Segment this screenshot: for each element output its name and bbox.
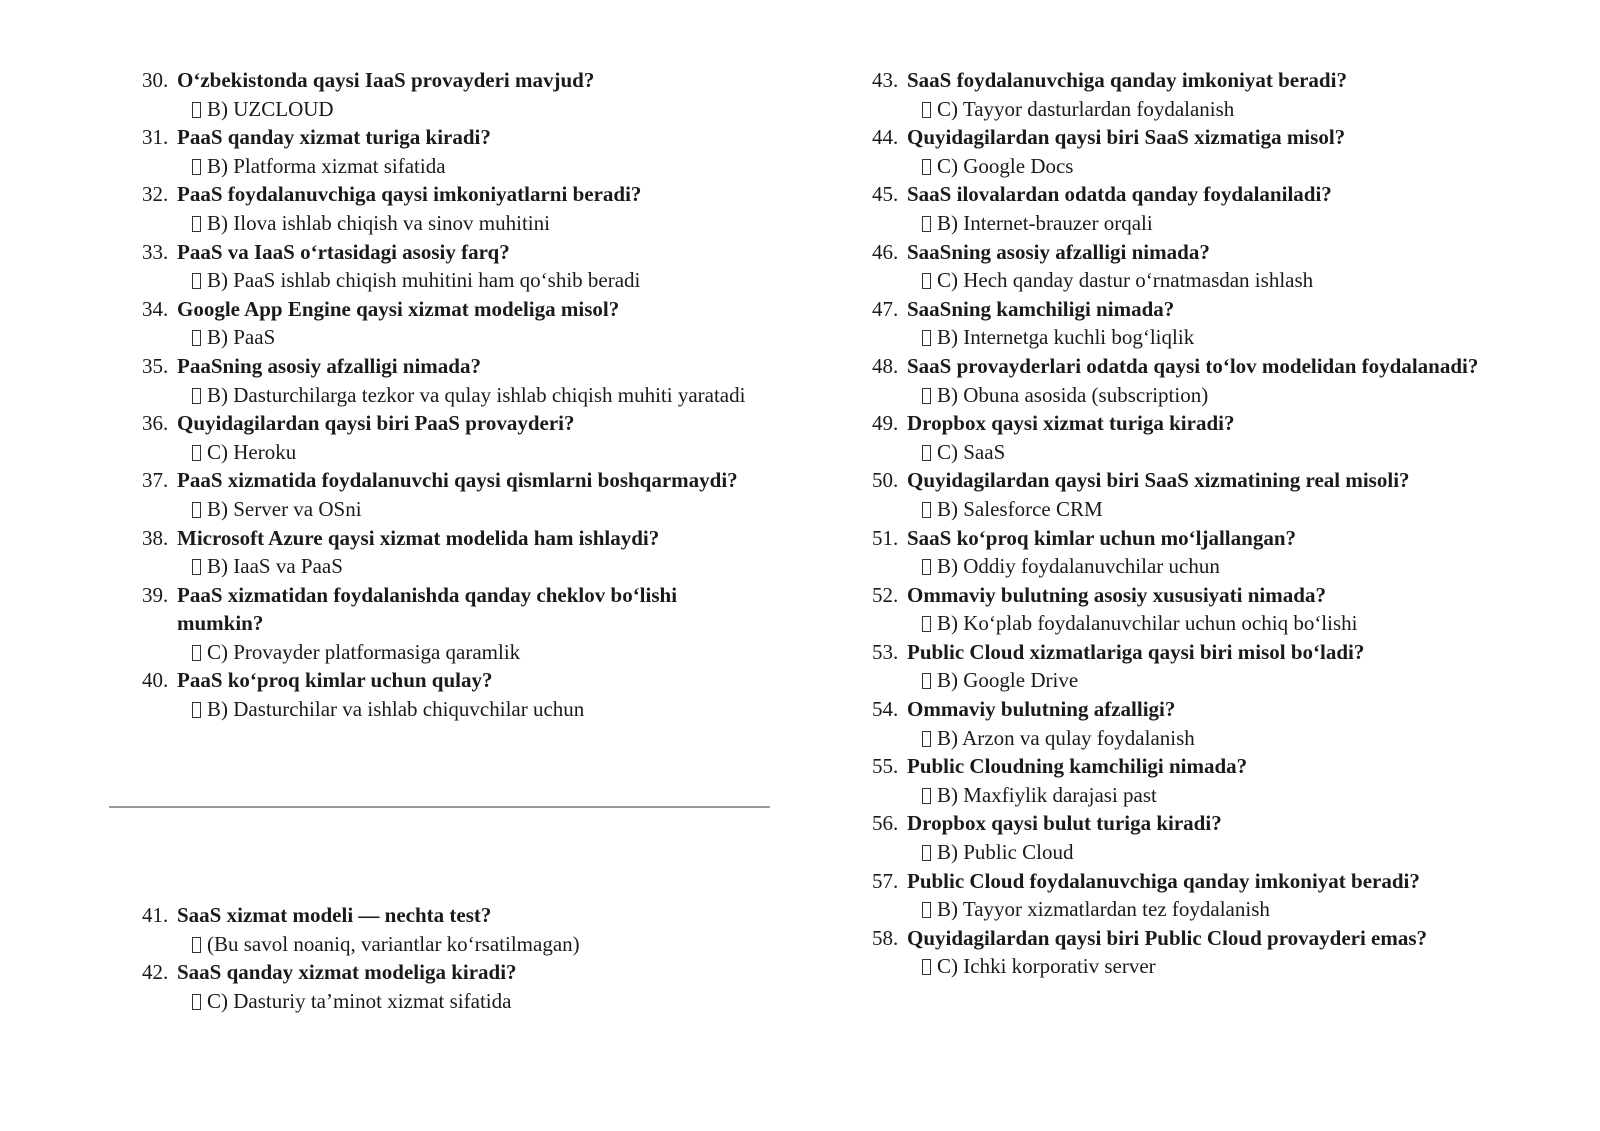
section-divider	[109, 806, 770, 808]
answer-line	[142, 552, 762, 581]
answer-text: C) Heroku	[207, 439, 297, 464]
question-number: 46.	[872, 239, 899, 264]
question-text: Ommaviy bulutning asosiy xususiyati nimada?	[907, 582, 1326, 607]
answer-text: B) Internet-brauzer orqali	[937, 210, 1153, 235]
right-column	[872, 66, 1512, 981]
question-item	[872, 295, 1512, 352]
question-text: Dropbox qaysi xizmat turiga kiradi?	[907, 411, 1235, 436]
question-text: PaaS qanday xizmat turiga kiradi?	[177, 125, 491, 150]
answer-line	[872, 609, 1512, 638]
answer-line	[872, 152, 1512, 181]
answer-line	[872, 724, 1512, 753]
question-number: 55.	[872, 754, 899, 779]
answer-text: B) Maxfiylik darajasi past	[937, 782, 1157, 807]
question-text: PaaSning asosiy afzalligi nimada?	[177, 353, 481, 378]
question-text: Quyidagilardan qaysi biri SaaS xizmatining real misoli?	[907, 468, 1410, 493]
question-text: O‘zbekistonda qaysi IaaS provayderi mavjud?	[177, 68, 595, 92]
answer-text: B) PaaS ishlab chiqish muhitini ham qo‘shib beradi	[207, 268, 641, 293]
answer-text: B) Oddiy foydalanuvchilar uchun	[937, 554, 1220, 579]
missing-glyph-box-icon	[922, 330, 931, 346]
question-number: 52.	[872, 582, 899, 607]
answer-text: C) Provayder platformasiga qaramlik	[207, 639, 521, 664]
answer-line	[872, 209, 1512, 238]
missing-glyph-box-icon	[192, 273, 201, 289]
missing-glyph-box-icon	[922, 788, 931, 804]
question-line	[142, 524, 762, 553]
question-number: 35.	[142, 353, 169, 378]
question-item	[872, 352, 1512, 409]
missing-glyph-box-icon	[922, 502, 931, 518]
question-line	[872, 809, 1512, 838]
question-text: PaaS xizmatida foydalanuvchi qaysi qismlarni boshqarmaydi?	[177, 468, 738, 493]
question-item	[872, 466, 1512, 523]
answer-line	[142, 323, 762, 352]
missing-glyph-box-icon	[922, 159, 931, 175]
question-item	[872, 123, 1512, 180]
missing-glyph-box-icon	[922, 102, 931, 118]
answer-line	[872, 781, 1512, 810]
question-number: 32.	[142, 182, 169, 207]
question-text: Ommaviy bulutning afzalligi?	[907, 697, 1176, 722]
question-text: SaaS foydalanuvchiga qanday imkoniyat beradi?	[907, 68, 1347, 92]
missing-glyph-box-icon	[922, 959, 931, 975]
question-number: 44.	[872, 125, 899, 150]
question-item	[872, 66, 1512, 123]
answer-text: C) Hech qanday dastur o‘rnatmasdan ishlash	[937, 268, 1314, 293]
answer-line	[872, 838, 1512, 867]
question-number: 34.	[142, 296, 169, 321]
question-line	[142, 180, 762, 209]
question-text: SaaSning kamchiligi nimada?	[907, 296, 1175, 321]
question-line	[142, 66, 762, 95]
question-number: 48.	[872, 353, 899, 378]
question-item	[872, 409, 1512, 466]
question-number: 36.	[142, 411, 169, 436]
question-text: SaaS provayderlari odatda qaysi to‘lov modelidan foydalanadi?	[907, 353, 1479, 378]
answer-text: B) Ko‘plab foydalanuvchilar uchun ochiq bo‘lishi	[937, 611, 1358, 636]
question-number: 56.	[872, 811, 899, 836]
answer-text: B) Internetga kuchli bog‘liqlik	[937, 325, 1195, 350]
answer-line	[142, 381, 762, 410]
missing-glyph-box-icon	[922, 216, 931, 232]
answer-line	[872, 95, 1512, 124]
question-line	[142, 958, 762, 987]
missing-glyph-box-icon	[192, 445, 201, 461]
question-item	[142, 352, 762, 409]
question-line	[142, 123, 762, 152]
missing-glyph-box-icon	[922, 273, 931, 289]
question-number: 58.	[872, 925, 899, 950]
question-line	[872, 123, 1512, 152]
answer-text: B) Dasturchilar va ishlab chiquvchilar uchun	[207, 697, 585, 722]
question-text: Google App Engine qaysi xizmat modeliga misol?	[177, 296, 620, 321]
answer-line	[872, 381, 1512, 410]
question-item	[872, 638, 1512, 695]
question-item	[142, 958, 762, 1015]
question-text: Public Cloud xizmatlariga qaysi biri misol bo‘ladi?	[907, 639, 1365, 664]
question-number: 51.	[872, 525, 899, 550]
question-number: 42.	[142, 960, 169, 985]
question-item	[142, 524, 762, 581]
question-item	[872, 238, 1512, 295]
answer-line	[142, 266, 762, 295]
left-column	[142, 66, 762, 724]
missing-glyph-box-icon	[922, 616, 931, 632]
question-text: SaaSning asosiy afzalligi nimada?	[907, 239, 1210, 264]
question-line	[872, 66, 1512, 95]
question-item	[872, 924, 1512, 981]
question-text: PaaS va IaaS o‘rtasidagi asosiy farq?	[177, 239, 510, 264]
question-number: 38.	[142, 525, 169, 550]
question-line	[142, 409, 762, 438]
left-column-bottom	[142, 901, 762, 1015]
missing-glyph-box-icon	[922, 902, 931, 918]
answer-line	[142, 209, 762, 238]
question-text: SaaS ilovalardan odatda qanday foydalaniladi?	[907, 182, 1332, 207]
question-item	[142, 238, 762, 295]
question-number: 47.	[872, 296, 899, 321]
missing-glyph-box-icon	[192, 159, 201, 175]
answer-text: B) Tayyor xizmatlardan tez foydalanish	[937, 897, 1270, 922]
answer-text: B) UZCLOUD	[207, 96, 334, 121]
answer-line	[872, 323, 1512, 352]
answer-line	[872, 666, 1512, 695]
answer-text: C) Google Docs	[937, 153, 1074, 178]
question-item	[142, 581, 762, 667]
answer-line	[142, 695, 762, 724]
question-number: 39.	[142, 582, 169, 607]
question-text: Public Cloud foydalanuvchiga qanday imkoniyat beradi?	[907, 868, 1420, 893]
missing-glyph-box-icon	[192, 702, 201, 718]
question-line	[872, 752, 1512, 781]
question-line	[142, 466, 762, 495]
question-line	[142, 901, 762, 930]
missing-glyph-box-icon	[192, 102, 201, 118]
answer-text: B) IaaS va PaaS	[207, 554, 343, 579]
question-line	[142, 352, 762, 381]
question-text: SaaS ko‘proq kimlar uchun mo‘ljallangan?	[907, 525, 1296, 550]
answer-text: B) Dasturchilarga tezkor va qulay ishlab chiqish muhiti yaratadi	[207, 382, 746, 407]
question-item	[142, 466, 762, 523]
question-text: PaaS foydalanuvchiga qaysi imkoniyatlarni beradi?	[177, 182, 642, 207]
question-line	[872, 238, 1512, 267]
question-line	[872, 180, 1512, 209]
question-text: Quyidagilardan qaysi biri PaaS provayderi?	[177, 411, 575, 436]
missing-glyph-box-icon	[192, 216, 201, 232]
question-item	[872, 809, 1512, 866]
answer-text: B) Google Drive	[937, 668, 1079, 693]
missing-glyph-box-icon	[922, 445, 931, 461]
missing-glyph-box-icon	[922, 845, 931, 861]
question-item	[872, 695, 1512, 752]
answer-text: B) Server va OSni	[207, 496, 362, 521]
question-line	[872, 581, 1512, 610]
question-text: Quyidagilardan qaysi biri SaaS xizmatiga misol?	[907, 125, 1346, 150]
question-line	[872, 524, 1512, 553]
question-number: 40.	[142, 668, 169, 693]
question-item	[142, 180, 762, 237]
answer-text: C) Tayyor dasturlardan foydalanish	[937, 96, 1235, 121]
question-number: 41.	[142, 903, 169, 927]
question-text: PaaS xizmatidan foydalanishda qanday cheklov bo‘lishi mumkin?	[177, 582, 678, 636]
question-number: 54.	[872, 697, 899, 722]
question-line	[142, 295, 762, 324]
question-number: 37.	[142, 468, 169, 493]
question-number: 45.	[872, 182, 899, 207]
question-line	[872, 466, 1512, 495]
question-line	[142, 238, 762, 267]
missing-glyph-box-icon	[192, 559, 201, 575]
missing-glyph-box-icon	[922, 673, 931, 689]
answer-line	[872, 952, 1512, 981]
question-item	[872, 867, 1512, 924]
question-number: 31.	[142, 125, 169, 150]
question-text: Microsoft Azure qaysi xizmat modelida ham ishlaydi?	[177, 525, 660, 550]
answer-line	[142, 95, 762, 124]
question-line	[872, 924, 1512, 953]
answer-text: C) Dasturiy ta’minot xizmat sifatida	[207, 988, 512, 1013]
question-line	[872, 638, 1512, 667]
question-item	[142, 295, 762, 352]
missing-glyph-box-icon	[192, 994, 201, 1010]
question-item	[872, 524, 1512, 581]
question-number: 53.	[872, 639, 899, 664]
question-line	[872, 409, 1512, 438]
answer-line	[142, 495, 762, 524]
answer-text: B) Ilova ishlab chiqish va sinov muhitini	[207, 210, 550, 235]
answer-text: B) Obuna asosida (subscription)	[937, 382, 1209, 407]
question-item	[142, 666, 762, 723]
question-item	[872, 581, 1512, 638]
question-text: Public Cloudning kamchiligi nimada?	[907, 754, 1248, 779]
answer-line	[872, 438, 1512, 467]
question-number: 49.	[872, 411, 899, 436]
answer-text: B) PaaS	[207, 325, 276, 350]
answer-text: B) Salesforce CRM	[937, 496, 1103, 521]
question-line	[872, 695, 1512, 724]
question-text: PaaS ko‘proq kimlar uchun qulay?	[177, 668, 493, 693]
answer-line	[872, 552, 1512, 581]
question-text: Quyidagilardan qaysi biri Public Cloud provayderi emas?	[907, 925, 1428, 950]
question-text: SaaS xizmat modeli — nechta test?	[177, 903, 492, 927]
question-line	[872, 352, 1512, 381]
answer-line	[142, 438, 762, 467]
answer-line	[872, 895, 1512, 924]
answer-line	[142, 152, 762, 181]
answer-line	[142, 987, 762, 1016]
question-text: SaaS qanday xizmat modeliga kiradi?	[177, 960, 517, 985]
question-number: 43.	[872, 68, 899, 92]
answer-text: (Bu savol noaniq, variantlar ko‘rsatilmagan)	[207, 931, 580, 956]
answer-text: C) SaaS	[937, 439, 1006, 464]
answer-text: C) Ichki korporativ server	[937, 954, 1156, 979]
missing-glyph-box-icon	[192, 388, 201, 404]
missing-glyph-box-icon	[192, 330, 201, 346]
missing-glyph-box-icon	[192, 937, 201, 953]
answer-line	[872, 266, 1512, 295]
missing-glyph-box-icon	[192, 502, 201, 518]
question-line	[142, 666, 762, 695]
question-number: 57.	[872, 868, 899, 893]
answer-text: B) Arzon va qulay foydalanish	[937, 725, 1195, 750]
question-text: Dropbox qaysi bulut turiga kiradi?	[907, 811, 1222, 836]
missing-glyph-box-icon	[922, 559, 931, 575]
answer-text: B) Public Cloud	[937, 840, 1074, 865]
question-number: 50.	[872, 468, 899, 493]
missing-glyph-box-icon	[192, 645, 201, 661]
question-item	[872, 752, 1512, 809]
question-line	[872, 867, 1512, 896]
question-number: 30.	[142, 68, 169, 92]
question-item	[142, 123, 762, 180]
answer-line	[142, 930, 762, 959]
answer-line	[142, 638, 762, 667]
question-line	[142, 581, 762, 638]
missing-glyph-box-icon	[922, 731, 931, 747]
answer-line	[872, 495, 1512, 524]
question-line	[872, 295, 1512, 324]
answer-text: B) Platforma xizmat sifatida	[207, 153, 446, 178]
question-item	[872, 180, 1512, 237]
question-number: 33.	[142, 239, 169, 264]
missing-glyph-box-icon	[922, 388, 931, 404]
question-item	[142, 66, 762, 123]
question-item	[142, 409, 762, 466]
question-item	[142, 901, 762, 958]
